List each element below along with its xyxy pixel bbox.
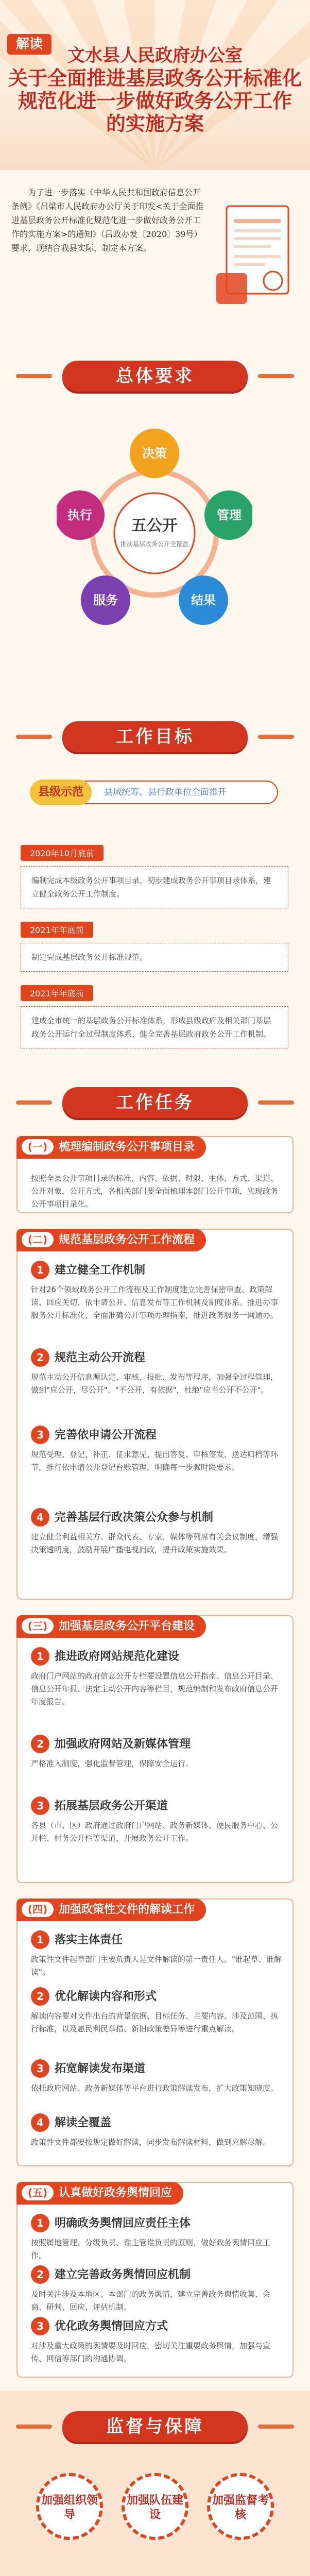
task-block-4 [16, 1899, 294, 2166]
item-num: 4 [31, 1508, 49, 1527]
item-name: 优化解读内容和形式 [55, 1990, 157, 2003]
section-work-tasks: 工作任务 [62, 1087, 248, 1118]
svg-text:服务: 服务 [93, 593, 118, 607]
item-text: 政策性文件起草部门主要负责人是文件解读的第一责任人。"谁起草、谁解读"。 [31, 1955, 282, 1977]
item-text: 按照属地管理、分级负责、谁主管谁负责的原则，做好政务舆情回应工作。 [31, 2238, 271, 2260]
task-item [31, 2113, 283, 2149]
item-name: 拓展基层政务公开渠道 [55, 1800, 168, 1812]
timeline-item [21, 922, 288, 972]
item-num: 2 [31, 1735, 49, 1753]
diagram-center-sub: 推动基层政务公开全覆盖 [120, 540, 189, 548]
task-item [31, 2317, 283, 2365]
item-num: 3 [31, 1426, 49, 1444]
task-title: 认真做好政务舆情回应 [59, 2187, 173, 2199]
item-name: 落实主体责任 [55, 1934, 123, 1946]
timeline-item [21, 985, 288, 1048]
supervision-circle [122, 2473, 188, 2540]
svg-text:管理: 管理 [217, 508, 242, 522]
task-item [31, 1647, 283, 1708]
timeline-text: 建成全市统一的基层政务公开标准体系，形成县级政府及相关部门基层政务公开运行全过程制度体系，健全完善基层政府政务公开工作机制。 [21, 1006, 288, 1048]
intro-text: 为了进一步落实《中华人民共和国政府信息公开条例》《吕梁市人民政府办公厅关于印发<关于全面推进基层政务公开标准化规范化进一步做好政务公开工作的实施方案>的通知》（吕政办发〔2020〕39号）要求，现结合我县实际，制定本方案。 [11, 188, 204, 253]
diagram-center-label: 五公开 [131, 517, 178, 535]
diagram-node-decision [130, 429, 179, 478]
item-text: 解读内容要对文件出台的背景依据、目标任务、主要内容、涉及范围、执行标准，以及惠民利民举措、新旧政策差异等进行重点解读。 [31, 2011, 279, 2033]
interpretation-badge: 解读 [7, 34, 51, 55]
task-item [31, 1508, 283, 1556]
task-item [31, 1261, 283, 1322]
goals-timeline [21, 845, 288, 1062]
task-title: 梳理编制政务公开事项目录 [59, 1141, 195, 1154]
item-text: 对涉及重大政策的舆情要及时回应，密切关注重要政务舆情，加强与宣传、网信等部门的沟通协调。 [31, 2341, 271, 2363]
task-block-1 [16, 1136, 294, 1213]
item-text: 规范受理、登记、补正、征求意见、提出答复、审核签发、送达归档等环节，推行依申请公开登记台账管理，明确每一步骤时限要求。 [31, 1450, 279, 1472]
item-text: 依托政府网站、政务新媒体等平台进行政策解读发布，扩大政策知晓度。 [31, 2083, 279, 2093]
task-num: (五) [22, 2185, 54, 2200]
task-num: (四) [22, 1902, 54, 1917]
task-item [31, 2265, 283, 2314]
item-text: 规范主动公开信息源认定、审核、报批、发布等程序，加强全过程管理，做到"应公开，尽公开"、"不公开，有依据"，杜绝"应当公开不公开"。 [31, 1372, 279, 1395]
task-title: 加强基层政务公开平台建设 [59, 1620, 195, 1633]
title-line-1: 文水县人民政府办公室 [67, 45, 243, 66]
supervision-circle [36, 2473, 103, 2540]
item-name: 推进政府网站规范化建设 [55, 1650, 180, 1663]
item-name: 完善依申请公开流程 [55, 1429, 157, 1442]
diagram-node-result [179, 575, 228, 625]
header-banner [0, 0, 310, 170]
task-num: (三) [22, 1618, 54, 1634]
item-text: 政府门户网站的政府信息公开专栏要设置信息公开指南、信息公开目录、信息公开年报、法定主动公开内容等栏目，规范编制和发布政府信息公开年度报告。 [31, 1671, 279, 1706]
task-block-header [16, 1136, 206, 1159]
item-name: 拓宽解读发布渠道 [55, 2062, 146, 2075]
title-line-2: 关于全面推进基层政务公开标准化 [8, 66, 302, 90]
task-intro-text: 按照全县公开事项目录的标准，内容、依据、时限、主体、方式、渠道、公开对象，公开方式，各相关部门要全面梳理本部门公开事项，实现政务公开事项目录化。 [31, 1174, 279, 1209]
task-intro [31, 1168, 283, 1211]
svg-text:决策: 决策 [142, 446, 167, 461]
supervision-circle [207, 2473, 274, 2540]
item-name: 优化政务舆情回应方式 [55, 2320, 168, 2333]
section-supervision: 监督与保障 [62, 2411, 248, 2442]
diagram-node-manage [204, 490, 252, 540]
county-demo-text: 县域统筹、县行政单位全面推开 [104, 787, 227, 798]
task-item [31, 1735, 283, 1770]
timeline-item [21, 845, 288, 908]
item-text: 严格准入制度，强化监督管理，保障安全运行。 [31, 1759, 194, 1768]
page-title [0, 44, 310, 135]
task-item [31, 2214, 283, 2262]
item-num: 1 [31, 1647, 49, 1666]
item-num: 4 [31, 2113, 49, 2132]
svg-text:结果: 结果 [191, 593, 216, 607]
task-title: 加强政策性文件的解读工作 [59, 1903, 195, 1916]
item-name: 解读全覆盖 [55, 2116, 112, 2129]
item-num: 2 [31, 1987, 49, 2006]
item-name: 完善基层行政决策公众参与机制 [55, 1511, 214, 1524]
task-block-header [16, 1229, 206, 1251]
task-item [31, 1987, 283, 2036]
item-name: 规范主动公开流程 [55, 1351, 146, 1364]
title-line-3: 规范化进一步做好政务公开工作 [18, 89, 292, 112]
title-line-4: 的实施方案 [106, 112, 204, 135]
task-item [31, 1348, 283, 1397]
task-item [31, 1797, 283, 1845]
item-num: 3 [31, 2059, 49, 2078]
item-num: 1 [31, 1261, 49, 1279]
item-text: 政策性文件都要按规定做好解读，同步发布解读材料，做到应解尽解。 [31, 2138, 271, 2147]
item-num: 1 [31, 1930, 49, 1949]
svg-text:执行: 执行 [67, 508, 92, 522]
task-block-header [16, 1615, 206, 1638]
timeline-date: 2021年年底前 [21, 922, 93, 938]
task-block-header [16, 2182, 183, 2205]
task-title: 规范基层政务公开工作流程 [59, 1233, 195, 1246]
item-num: 1 [31, 2214, 49, 2232]
item-name: 建立完善政务舆情回应机制 [55, 2268, 191, 2281]
task-item [31, 1426, 283, 1474]
timeline-date: 2020年10月底前 [21, 845, 104, 861]
item-name: 建立健全工作机制 [55, 1264, 146, 1277]
item-num: 3 [31, 2317, 49, 2335]
task-num: (二) [22, 1232, 54, 1247]
diagram-node-execute [57, 490, 105, 540]
section-work-goals: 工作目标 [62, 721, 248, 752]
item-name: 加强政府网站及新媒体管理 [55, 1738, 191, 1751]
document-illustration-icon [211, 196, 299, 309]
task-block-3 [16, 1615, 294, 1883]
diagram-node-service [81, 575, 130, 625]
item-num: 2 [31, 1348, 49, 1367]
task-block-5 [16, 2182, 294, 2378]
item-num: 3 [31, 1797, 49, 1815]
item-text: 各县（市、区）政府通过政府门户网站、政务新媒体、便民服务中心、公开栏、村务公开栏等渠道，开展政务公开工作。 [31, 1821, 279, 1843]
timeline-text: 制定完成基层政务公开标准规范。 [21, 943, 288, 972]
timeline-text: 编制完成本级政务公开事项目录，初步建成政务公开事项目录体系，建立健全政务公开工作制度。 [21, 866, 288, 908]
supervision-circle-label: 加强队伍建设 [126, 2494, 183, 2521]
item-text: 针对26个领域政务公开工作流程及工作制度建立完善保密审查、政策解读、回应关切、依申请公开、信息发布等工作机制及制度体系。推进办事服务公开标准化，全面准确公开事项办理指南，推进政务服务一网通办。 [31, 1285, 279, 1320]
supervision-circle-label: 加强监督考核 [212, 2494, 269, 2521]
item-num: 2 [31, 2265, 49, 2284]
item-text: 建立健全利益相关方、群众代表、专家、媒体等列席有关会议制度，增强决策透明度，鼓励开展广播电视问政，提升政策实施效果。 [31, 1532, 279, 1554]
intro-paragraph [11, 185, 207, 325]
item-name: 明确政务舆情回应责任主体 [55, 2217, 191, 2230]
county-demo-tag: 县级示范 [30, 779, 92, 805]
section-overall-requirements: 总体要求 [62, 361, 248, 392]
timeline-date: 2021年年底前 [21, 985, 93, 1001]
five-publicity-diagram [57, 422, 252, 644]
task-item [31, 1930, 283, 1979]
task-block-2 [16, 1229, 294, 1600]
supervision-circle-label: 加强组织领导 [41, 2494, 98, 2521]
task-num: (一) [22, 1139, 54, 1155]
task-item [31, 2059, 283, 2095]
county-demo-bar [31, 781, 278, 804]
item-text: 及时关注涉及本地区、本部门的政务舆情，建立完善政务舆情收集、会商、研判、回应、评估机制。 [31, 2290, 271, 2312]
task-block-header [16, 1899, 206, 1921]
